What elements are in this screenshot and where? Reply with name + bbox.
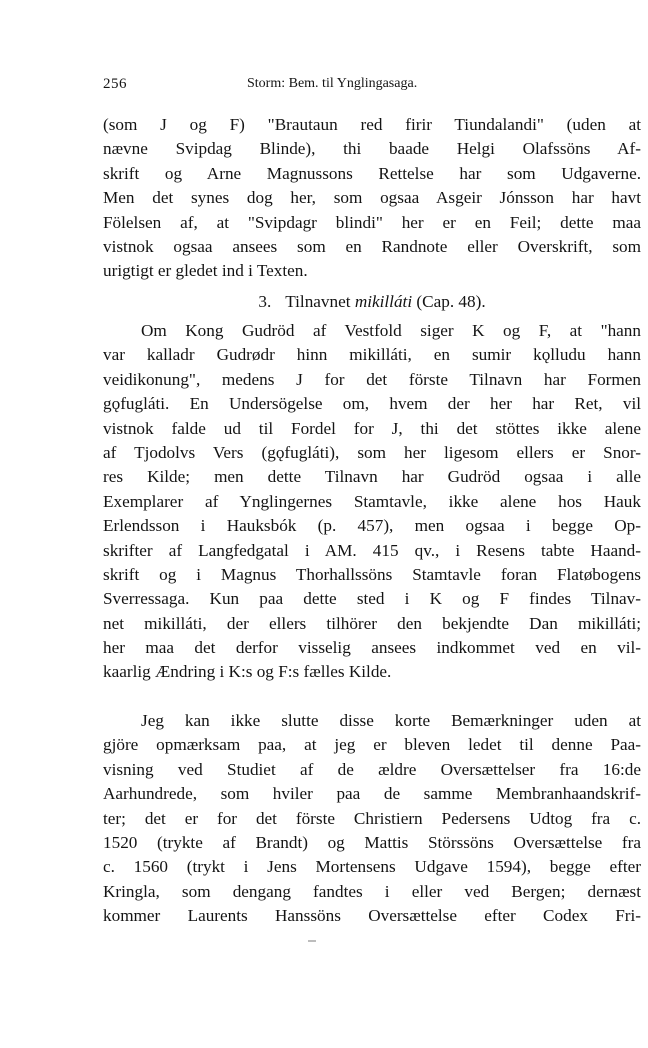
text-line: af Tjodolvs Vers (gǫfugláti), som her ligesom ellers er Snor- — [103, 442, 641, 462]
text-line: kaarlig Ændring i K:s og F:s fælles Kilde. — [103, 662, 392, 682]
text-line: Om Kong Gudröd af Vestfold siger K og F, at "hann — [141, 321, 641, 340]
text-line: ter; det er for det förste Christiern Pedersens Udtog fra c. — [103, 808, 641, 828]
text-line: Jeg kan ikke slutte disse korte Bemærkninger uden at — [141, 711, 641, 730]
text-line: Fölelsen af, at "Svipdagr blindi" her er en Feil; dette maa — [103, 212, 641, 232]
section-number: 3. — [258, 292, 272, 311]
text-line: her maa det derfor visselig ansees indkommet ved en vil- — [103, 638, 641, 658]
running-title: Storm: Bem. til Ynglingasaga. — [247, 76, 418, 91]
text-line: 1520 (trykte af Brandt) og Mattis Störssöns Oversættelse fra — [103, 832, 641, 852]
text-line: skrift og i Magnus Thorhallssöns Stamtavle foran Flatøbogens — [103, 564, 641, 584]
section-heading-term: mikilláti — [354, 292, 413, 311]
text-line: skrift og Arne Magnussons Rettelse har som Udgaverne. — [103, 163, 641, 183]
text-line: gǫfugláti. En Undersögelse om, hvem der her har Ret, vil — [103, 394, 641, 414]
text-line: urigtigt er gledet ind i Texten. — [103, 261, 308, 281]
paragraph-gudrod — [103, 319, 641, 685]
text-line: veidikonung", medens J for det förste Tilnavn har Formen — [103, 369, 641, 389]
text-line: Erlendsson i Hauksbók (p. 457), men ogsaa i begge Op- — [103, 516, 641, 536]
page-header — [103, 76, 543, 98]
paragraph-translations — [103, 709, 641, 929]
text-line: c. 1560 (trykt i Jens Mortensens Udgave 1594), begge efter — [103, 857, 641, 877]
text-line: var kalladr Gudrødr hinn mikilláti, en sumir kǫlludu hann — [103, 345, 641, 365]
text-line: res Kilde; men dette Tilnavn har Gudröd ogsaa i alle — [103, 467, 641, 487]
text-line: (som J og F) "Brautaun red firir Tiundalandi" (uden at — [103, 115, 641, 134]
printer-mark — [308, 940, 316, 942]
text-line: nævne Svipdag Blinde), thi baade Helgi Olafssöns Af- — [103, 139, 641, 159]
section-heading-text: Tilnavnet — [285, 292, 351, 311]
text-line: vistnok falde ud til Fordel for J, thi det stöttes ikke alene — [103, 418, 641, 438]
text-line: Aarhundrede, som hviler paa de samme Membranhaandskrif- — [103, 784, 641, 804]
text-line: vistnok ogsaa ansees som en Randnote eller Overskrift, som — [103, 236, 641, 256]
text-line: kommer Laurents Hanssöns Oversættelse efter Codex Fri- — [103, 906, 641, 926]
text-line: Men det synes dog her, som ogsaa Asgeir Jónsson har havt — [103, 188, 641, 208]
text-line: skrifter af Langfedgatal i AM. 415 qv., i Resens tabte Haand- — [103, 540, 641, 560]
section-heading-reference: (Cap. 48). — [416, 292, 486, 311]
text-line: Kringla, som dengang fandtes i eller ved Bergen; dernæst — [103, 881, 641, 901]
text-line: net mikilláti, der ellers tilhörer den bekjendte Dan mikilláti; — [103, 613, 641, 633]
text-line: Sverressaga. Kun paa dette sted i K og F findes Tilnav- — [103, 589, 641, 609]
paragraph-continuation — [103, 113, 641, 284]
text-line: visning ved Studiet af de ældre Oversættelser fra 16:de — [103, 759, 641, 779]
text-line: Exemplarer af Ynglingernes Stamtavle, ikke alene hos Hauk — [103, 491, 641, 511]
text-line: gjöre opmærksam paa, at jeg er bleven ledet til denne Paa- — [103, 735, 641, 755]
page-number: 256 — [103, 76, 127, 92]
section-heading — [103, 290, 641, 314]
